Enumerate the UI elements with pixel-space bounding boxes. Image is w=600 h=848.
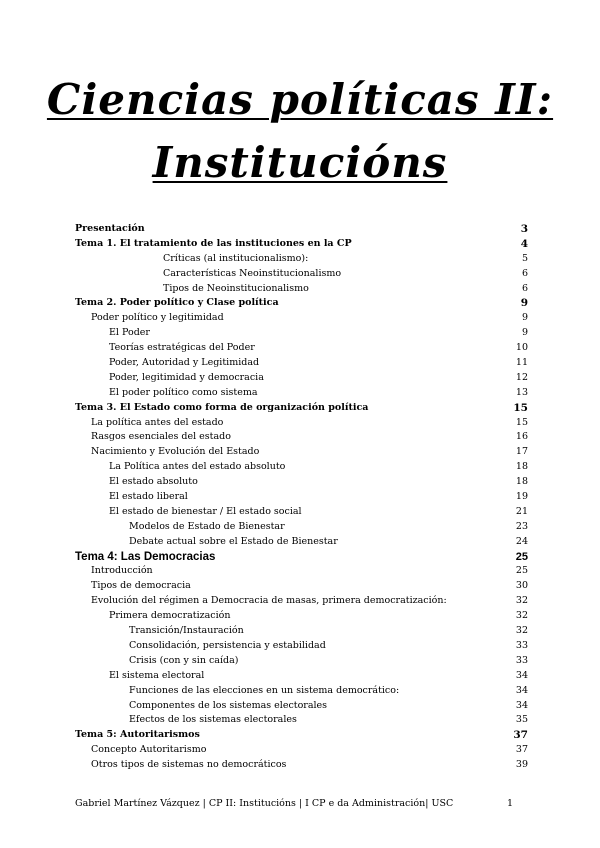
toc-section-entry[interactable] bbox=[75, 341, 528, 356]
toc-section-entry[interactable] bbox=[75, 267, 528, 282]
footer-page-number: 1 bbox=[506, 798, 513, 809]
toc-section-entry[interactable] bbox=[75, 535, 528, 550]
toc-entry-label: Tipos de Neoinstitucionalismo bbox=[163, 282, 309, 294]
toc-chapter-entry[interactable] bbox=[75, 728, 528, 743]
toc-entry-label: Rasgos esenciales del estado bbox=[91, 431, 231, 443]
toc-entry-page: 37 bbox=[515, 744, 528, 756]
toc-section-entry[interactable] bbox=[75, 684, 528, 699]
toc-entry-page: 32 bbox=[515, 625, 528, 637]
toc-entry-label: Tipos de democracia bbox=[91, 580, 191, 592]
toc-entry-label: Funciones de las elecciones en un sistema democrático: bbox=[129, 684, 400, 696]
toc-entry-label: Teorías estratégicas del Poder bbox=[109, 342, 255, 354]
toc-entry-page: 30 bbox=[515, 580, 528, 592]
toc-entry-page: 19 bbox=[515, 491, 528, 503]
toc-section-entry[interactable] bbox=[75, 609, 528, 624]
document-title-line-1: Ciencias políticas II: bbox=[46, 75, 554, 124]
toc-entry-label: Tema 4: Las Democracias bbox=[75, 550, 216, 563]
toc-section-entry[interactable] bbox=[75, 564, 528, 579]
toc-entry-label: Críticas (al institucionalismo): bbox=[163, 252, 309, 264]
toc-entry-label: Tema 1. El tratamiento de las instituciones en la CP bbox=[75, 237, 352, 249]
toc-entry-page: 23 bbox=[515, 520, 528, 532]
toc-section-entry[interactable] bbox=[75, 416, 528, 431]
toc-entry-page: 3 bbox=[520, 223, 528, 235]
toc-entry-page: 11 bbox=[515, 357, 528, 369]
toc-section-entry[interactable] bbox=[75, 624, 528, 639]
toc-entry-page: 5 bbox=[521, 252, 528, 264]
toc-section-entry[interactable] bbox=[75, 475, 528, 490]
toc-entry-label: Poder político y legitimidad bbox=[91, 312, 224, 324]
toc-entry-page: 18 bbox=[515, 476, 528, 488]
toc-entry-label: Modelos de Estado de Bienestar bbox=[129, 520, 285, 532]
toc-entry-page: 25 bbox=[515, 550, 528, 563]
toc-section-entry[interactable] bbox=[75, 430, 528, 445]
toc-entry-label: Tema 2. Poder político y Clase política bbox=[75, 297, 279, 309]
toc-section-entry[interactable] bbox=[75, 654, 528, 669]
toc-entry-label: El estado de bienestar / El estado social bbox=[109, 505, 302, 517]
toc-entry-page: 24 bbox=[515, 535, 528, 547]
page-footer bbox=[75, 798, 513, 809]
toc-entry-page: 32 bbox=[515, 610, 528, 622]
toc-chapter-entry[interactable] bbox=[75, 550, 528, 565]
toc-entry-page: 32 bbox=[515, 595, 528, 607]
toc-entry-page: 6 bbox=[521, 267, 528, 279]
toc-entry-label: El estado liberal bbox=[109, 491, 188, 503]
toc-section-entry[interactable] bbox=[75, 743, 528, 758]
toc-entry-label: El sistema electoral bbox=[109, 669, 205, 681]
toc-section-entry[interactable] bbox=[75, 505, 528, 520]
toc-entry-page: 34 bbox=[515, 669, 528, 681]
document-title-line-2: Institucións bbox=[152, 138, 448, 187]
toc-entry-page: 6 bbox=[521, 282, 528, 294]
toc-entry-page: 39 bbox=[515, 759, 528, 771]
toc-entry-page: 37 bbox=[513, 729, 528, 742]
toc-entry-label: Transición/Instauración bbox=[129, 625, 244, 637]
toc-entry-page: 34 bbox=[515, 699, 528, 711]
toc-section-entry[interactable] bbox=[75, 699, 528, 714]
toc-chapter-entry[interactable] bbox=[75, 296, 528, 311]
toc-entry-label: El Poder bbox=[109, 327, 150, 339]
toc-entry-label: Consolidación, persistencia y estabilidad bbox=[129, 639, 326, 651]
toc-entry-label: Debate actual sobre el Estado de Bienestar bbox=[129, 535, 338, 547]
toc-entry-label: Poder, Autoridad y Legitimidad bbox=[109, 357, 260, 369]
toc-entry-page: 9 bbox=[520, 297, 528, 310]
toc-section-entry[interactable] bbox=[75, 371, 528, 386]
toc-chapter-entry[interactable] bbox=[75, 401, 528, 416]
toc-entry-label: Otros tipos de sistemas no democráticos bbox=[91, 759, 287, 771]
toc-entry-label: Tema 3. El Estado como forma de organización política bbox=[75, 401, 369, 413]
table-of-contents bbox=[75, 222, 528, 773]
toc-entry-label: La Política antes del estado absoluto bbox=[109, 461, 286, 473]
toc-entry-page: 33 bbox=[515, 639, 528, 651]
toc-entry-page: 17 bbox=[515, 446, 528, 458]
toc-entry-label: Concepto Autoritarismo bbox=[91, 744, 207, 756]
toc-entry-label: El estado absoluto bbox=[109, 476, 198, 488]
toc-section-entry[interactable] bbox=[75, 460, 528, 475]
toc-entry-label: Poder, legitimidad y democracia bbox=[109, 371, 264, 383]
toc-entry-label: Evolución del régimen a Democracia de masas, primera democratización: bbox=[91, 595, 447, 607]
toc-section-entry[interactable] bbox=[75, 326, 528, 341]
toc-section-entry[interactable] bbox=[75, 311, 528, 326]
toc-entry-label: Presentación bbox=[75, 223, 145, 234]
toc-section-entry[interactable] bbox=[75, 252, 528, 267]
toc-chapter-entry[interactable] bbox=[75, 222, 528, 237]
toc-entry-label: El poder político como sistema bbox=[109, 386, 258, 398]
toc-section-entry[interactable] bbox=[75, 520, 528, 535]
toc-entry-page: 16 bbox=[515, 431, 528, 443]
toc-section-entry[interactable] bbox=[75, 594, 528, 609]
toc-entry-label: Nacimiento y Evolución del Estado bbox=[91, 446, 260, 458]
toc-section-entry[interactable] bbox=[75, 445, 528, 460]
toc-entry-label: Crisis (con y sin caída) bbox=[129, 654, 239, 666]
toc-section-entry[interactable] bbox=[75, 713, 528, 728]
footer-text: Gabriel Martínez Vázquez | CP II: Institucións | I CP e da Administración| USC bbox=[75, 798, 454, 809]
toc-entry-label: Tema 5: Autoritarismos bbox=[75, 729, 200, 741]
toc-entry-label: Características Neoinstitucionalismo bbox=[163, 267, 342, 279]
toc-entry-page: 9 bbox=[521, 312, 528, 324]
toc-entry-page: 18 bbox=[515, 461, 528, 473]
toc-entry-page: 35 bbox=[515, 714, 528, 726]
toc-entry-page: 15 bbox=[515, 416, 528, 428]
toc-entry-label: La política antes del estado bbox=[91, 416, 224, 428]
toc-section-entry[interactable] bbox=[75, 639, 528, 654]
toc-entry-page: 25 bbox=[515, 565, 528, 577]
toc-entry-label: Efectos de los sistemas electorales bbox=[129, 714, 297, 726]
toc-entry-page: 12 bbox=[515, 371, 528, 383]
toc-entry-label: Primera democratización bbox=[109, 610, 231, 622]
toc-entry-page: 34 bbox=[515, 684, 528, 696]
toc-chapter-entry[interactable] bbox=[75, 237, 528, 252]
toc-section-entry[interactable] bbox=[75, 579, 528, 594]
toc-section-entry[interactable] bbox=[75, 758, 528, 773]
toc-entry-label: Componentes de los sistemas electorales bbox=[129, 699, 328, 711]
toc-entry-page: 13 bbox=[515, 386, 528, 398]
toc-section-entry[interactable] bbox=[75, 386, 528, 401]
toc-entry-page: 9 bbox=[521, 327, 528, 339]
toc-entry-page: 4 bbox=[520, 237, 528, 250]
toc-entry-page: 21 bbox=[515, 505, 528, 517]
toc-entry-page: 10 bbox=[515, 342, 528, 354]
toc-section-entry[interactable] bbox=[75, 356, 528, 371]
toc-entry-page: 15 bbox=[513, 401, 528, 414]
toc-entry-page: 33 bbox=[515, 654, 528, 666]
toc-entry-label: Introducción bbox=[91, 565, 153, 577]
toc-section-entry[interactable] bbox=[75, 669, 528, 684]
toc-section-entry[interactable] bbox=[75, 282, 528, 297]
toc-section-entry[interactable] bbox=[75, 490, 528, 505]
